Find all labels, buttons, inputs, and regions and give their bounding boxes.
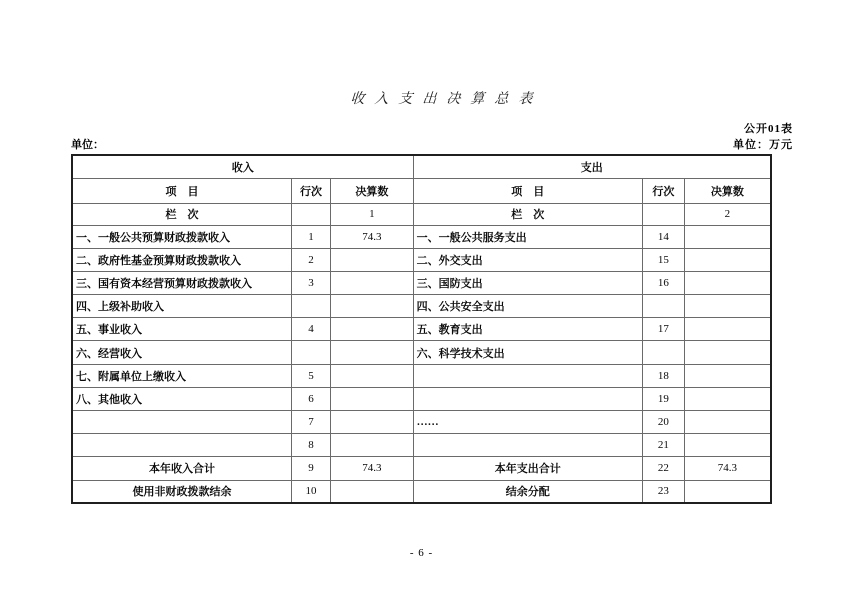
income-line-cell: 9 — [291, 457, 330, 480]
expense-line-cell: 19 — [642, 387, 684, 410]
table-row — [72, 341, 771, 364]
income-value-cell — [331, 271, 413, 294]
income-value-cell — [331, 411, 413, 434]
table-row — [72, 318, 771, 341]
expense-line-header: 行次 — [642, 178, 684, 203]
page-title: 收入支出决算总表 — [349, 92, 543, 107]
income-item-cell: 四、上级补助收入 — [72, 295, 291, 318]
budget-summary-table — [71, 154, 772, 504]
income-column-index-label: 栏 次 — [72, 203, 291, 225]
income-line-cell: 10 — [291, 480, 330, 503]
expense-value-cell — [684, 480, 771, 503]
income-line-cell: 8 — [291, 434, 330, 457]
expense-item-cell — [413, 364, 642, 387]
expense-line-cell — [642, 295, 684, 318]
expense-item-cell — [413, 387, 642, 410]
expense-item-cell: 一、一般公共服务支出 — [413, 225, 642, 248]
expense-value-cell — [684, 387, 771, 410]
expense-line-cell — [642, 341, 684, 364]
income-line-cell: 2 — [291, 248, 330, 271]
expense-item-cell: 结余分配 — [413, 480, 642, 503]
expense-column-index-label: 栏 次 — [413, 203, 642, 225]
expense-column-index: 2 — [684, 203, 771, 225]
expense-line-cell: 17 — [642, 318, 684, 341]
income-column-index: 1 — [331, 203, 413, 225]
expense-line-cell: 16 — [642, 271, 684, 294]
income-item-cell: 八、其他收入 — [72, 387, 291, 410]
table-row — [72, 411, 771, 434]
table-row — [72, 295, 771, 318]
income-item-cell: 二、政府性基金预算财政拨款收入 — [72, 248, 291, 271]
income-value-cell — [331, 295, 413, 318]
unit-label-right: 单位：万元 — [733, 139, 793, 151]
income-value-cell — [331, 480, 413, 503]
expense-line-cell: 20 — [642, 411, 684, 434]
table-row — [72, 248, 771, 271]
income-value-cell — [331, 387, 413, 410]
expense-line-cell: 15 — [642, 248, 684, 271]
income-item-cell: 七、附属单位上缴收入 — [72, 364, 291, 387]
expense-item-cell: 本年支出合计 — [413, 457, 642, 480]
section-header-row — [72, 155, 771, 178]
page-number: - 6 - — [409, 547, 434, 559]
expense-line-cell: 22 — [642, 457, 684, 480]
income-item-cell — [72, 411, 291, 434]
income-item-cell: 五、事业收入 — [72, 318, 291, 341]
expense-item-cell: 二、外交支出 — [413, 248, 642, 271]
income-item-cell — [72, 434, 291, 457]
income-line-cell: 5 — [291, 364, 330, 387]
income-item-cell: 六、经营收入 — [72, 341, 291, 364]
expense-line-cell: 21 — [642, 434, 684, 457]
expense-item-cell — [413, 434, 642, 457]
table-row — [72, 480, 771, 503]
expense-value-cell — [684, 295, 771, 318]
income-line-cell: 6 — [291, 387, 330, 410]
income-line-cell: 7 — [291, 411, 330, 434]
income-item-cell: 一、一般公共预算财政拨款收入 — [72, 225, 291, 248]
expense-item-cell: 四、公共安全支出 — [413, 295, 642, 318]
income-line-cell: 3 — [291, 271, 330, 294]
expense-item-cell: 六、科学技术支出 — [413, 341, 642, 364]
expense-item-cell: …… — [413, 411, 642, 434]
table-code-label: 公开01表 — [744, 123, 793, 135]
expense-value-cell — [684, 271, 771, 294]
table-row — [72, 387, 771, 410]
income-item-header: 项 目 — [72, 178, 291, 203]
income-line-cell — [291, 295, 330, 318]
income-item-cell: 本年收入合计 — [72, 457, 291, 480]
expense-line-index-blank — [642, 203, 684, 225]
expense-line-cell: 23 — [642, 480, 684, 503]
income-value-cell — [331, 341, 413, 364]
table-row — [72, 225, 771, 248]
income-value-cell: 74.3 — [331, 457, 413, 480]
table-row — [72, 364, 771, 387]
expense-value-cell — [684, 364, 771, 387]
income-value-cell — [331, 364, 413, 387]
income-line-cell — [291, 341, 330, 364]
expense-section-header: 支出 — [413, 155, 771, 178]
expense-value-cell — [684, 225, 771, 248]
expense-item-cell: 五、教育支出 — [413, 318, 642, 341]
income-value-cell: 74.3 — [331, 225, 413, 248]
income-line-cell: 1 — [291, 225, 330, 248]
unit-label-left: 单位： — [71, 139, 104, 151]
expense-value-header: 决算数 — [684, 178, 771, 203]
income-item-cell: 使用非财政拨款结余 — [72, 480, 291, 503]
income-line-cell: 4 — [291, 318, 330, 341]
income-item-cell: 三、国有资本经营预算财政拨款收入 — [72, 271, 291, 294]
table-row — [72, 271, 771, 294]
column-index-row — [72, 203, 771, 225]
expense-item-header: 项 目 — [413, 178, 642, 203]
table-rows — [72, 225, 771, 503]
income-value-cell — [331, 318, 413, 341]
income-value-header: 决算数 — [331, 178, 413, 203]
table-row — [72, 434, 771, 457]
income-value-cell — [331, 248, 413, 271]
expense-line-cell: 18 — [642, 364, 684, 387]
income-section-header: 收入 — [72, 155, 413, 178]
expense-value-cell — [684, 248, 771, 271]
expense-value-cell — [684, 341, 771, 364]
income-line-index-blank — [291, 203, 330, 225]
expense-item-cell: 三、国防支出 — [413, 271, 642, 294]
expense-value-cell — [684, 434, 771, 457]
expense-value-cell — [684, 318, 771, 341]
table-row — [72, 457, 771, 480]
column-header-row — [72, 178, 771, 203]
expense-value-cell: 74.3 — [684, 457, 771, 480]
income-value-cell — [331, 434, 413, 457]
income-line-header: 行次 — [291, 178, 330, 203]
expense-line-cell: 14 — [642, 225, 684, 248]
expense-value-cell — [684, 411, 771, 434]
